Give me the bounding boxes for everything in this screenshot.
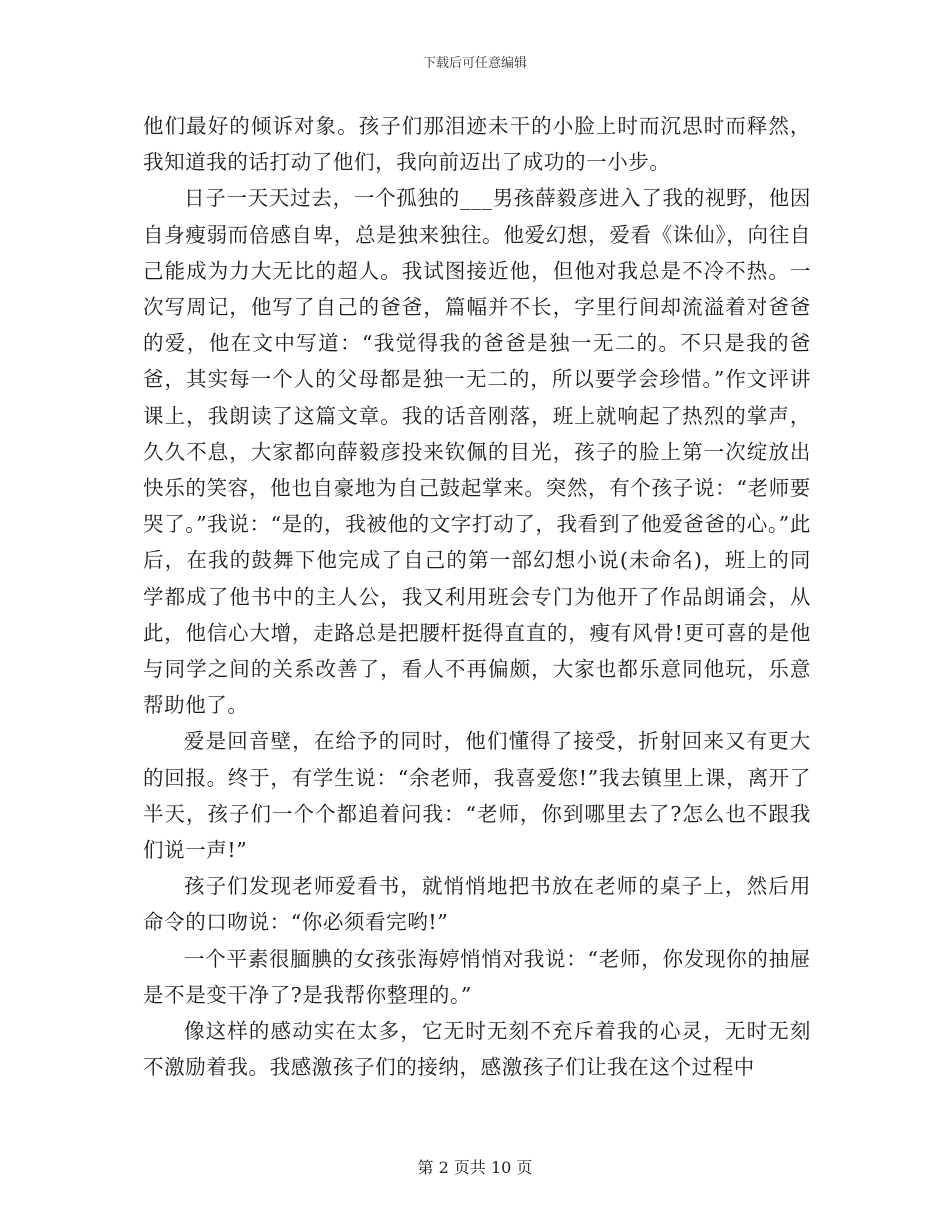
paragraph: 他们最好的倾诉对象。孩子们那泪迹未干的小脸上时而沉思时而释然，我知道我的话打动了他们，我向前迈出了成功的一小步。 (143, 114, 811, 175)
document-body (143, 108, 811, 1085)
page-header: 下载后可任意编辑 (422, 56, 527, 71)
paragraph: 像这样的感动实在太多，它无时无刻不充斥着我的心灵，无时无刻不激励着我。我感激孩子们的接纳，感激孩子们让我在这个过程中 (143, 1019, 811, 1080)
page-footer: 第 2 页共 10 页 (417, 1158, 533, 1177)
paragraph: 日子一天天过去，一个孤独的___男孩薛毅彦进入了我的视野，他因自身瘦弱而倍感自卑，总是独来独往。他爱幻想，爱看《诛仙》，向往自己能成为力大无比的超人。我试图接近他，但他对我总是不冷不热。一次写周记，他写了自己的爸爸，篇幅并不长，字里行间却流溢着对爸爸的爱，他在文中写道：“我觉得我的爸爸是独一无二的。不只是我的爸爸，其实每一个人的父母都是独一无二的，所以要学会珍惜。”作文评讲课上，我朗读了这篇文章。我的话音刚落，班上就响起了热烈的掌声，久久不息，大家都向薛毅彦投来钦佩的目光，孩子的脸上第一次绽放出快乐的笑容，他也自豪地为自己鼓起掌来。突然，有个孩子说：“老师要哭了。”我说：“是的，我被他的文字打动了，我看到了他爱爸爸的心。”此后，在我的鼓舞下他完成了自己的第一部幻想小说(未命名)，班上的同学都成了他书中的主人公，我又利用班会专门为他开了作品朗诵会，从此，他信心大增，走路总是把腰杆挺得直直的，瘦有风骨!更可喜的是他与同学之间的关系改善了，看人不再偏颇，大家也都乐意同他玩，乐意帮助他了。 (143, 186, 811, 718)
paragraph: 一个平素很腼腆的女孩张海婷悄悄对我说：“老师，你发现你的抽屉是不是变干净了?是我帮你整理的。” (143, 946, 811, 1007)
paragraph: 爱是回音壁，在给予的同时，他们懂得了接受，折射回来又有更大的回报。终于，有学生说：“余老师，我喜爱您!”我去镇里上课，离开了半天，孩子们一个个都追着问我：“老师，你到哪里去了?怎么也不跟我们说一声!” (143, 729, 811, 863)
paragraph: 孩子们发现老师爱看书，就悄悄地把书放在老师的桌子上，然后用命令的口吻说：“你必须看完哟!” (143, 874, 811, 935)
